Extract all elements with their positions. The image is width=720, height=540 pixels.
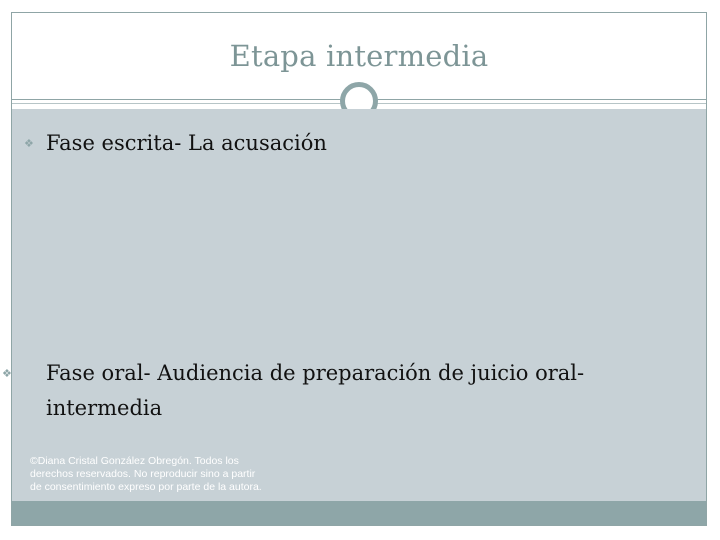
bullet-item bbox=[24, 126, 684, 161]
bullet-text: Fase escrita- La acusación bbox=[46, 131, 327, 155]
leaf-bullet-icon: ❖ bbox=[24, 137, 34, 150]
slide bbox=[2, 12, 707, 526]
leaf-bullet-icon: ❖ bbox=[2, 367, 12, 380]
copyright-notice: ©Diana Cristal González Obregón. Todos los derechos reservados. No reproducir sino a partir de consentimiento expreso por parte de la autora. bbox=[30, 455, 262, 493]
bullet-text: Fase oral- Audiencia de preparación de juicio oral- intermedia bbox=[46, 361, 585, 420]
slide-title: Etapa intermedia bbox=[229, 39, 489, 73]
footer-bar bbox=[12, 501, 706, 525]
bullet-item bbox=[2, 356, 684, 425]
content-area bbox=[2, 109, 706, 501]
